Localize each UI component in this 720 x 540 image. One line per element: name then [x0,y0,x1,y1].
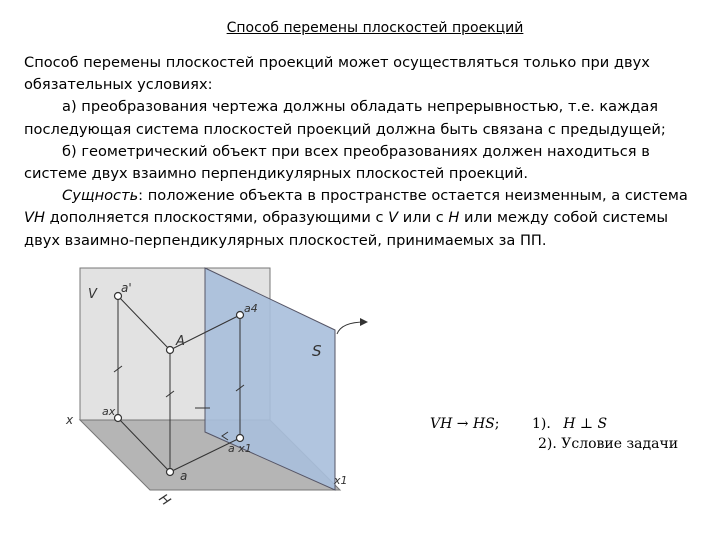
formula-item-1: 1). [531,416,551,432]
essence-h: H [448,209,460,227]
label-h: H [155,491,173,510]
formula-item-2: 2). Условие задачи [538,436,679,452]
formula-hs: HS [472,416,495,432]
label-v: V [88,287,97,302]
paragraph-condition-b: б) геометрический объект при всех преобразованиях должен находиться в системе двух взаимно перпендикулярных плоскостей проекций. [24,142,650,183]
label-a-prime: a' [121,281,132,295]
label-ax: ax [102,405,116,418]
formula-semicolon: ; [494,416,500,432]
formula-vh: VH [430,416,453,432]
formula-s: S [597,416,608,432]
perpendicular-icon: ⊥ [579,416,594,432]
essence-text-4: или между собой системы двух взаимно-перпендикулярных плоскостей, принимаемых за ПП. [24,209,668,249]
paragraph-intro: Способ перемены плоскостей проекций может осуществляться только при двух обязательных условиях: [24,54,650,94]
label-a4: a4 [244,302,258,315]
point-a4 [237,312,244,319]
essence-text-3: или с [398,209,449,227]
essence-vh: VH [24,209,45,227]
label-A: A [176,334,185,349]
label-x: x [66,413,74,427]
label-x1: x1 [334,474,348,487]
point-a [167,469,174,476]
arrow-head [360,318,368,326]
arrow-right-icon: → [456,416,469,432]
paragraph-condition-a: а) преобразования чертежа должны обладать непрерывностью, т.е. каждая последующая система плоскостей проекций должна быть связана с предыдущей; [24,98,666,138]
formula-row-1 [430,416,678,432]
point-ax [115,415,122,422]
point-ax1 [237,435,244,442]
essence-text-2: дополняется плоскостями, образующими с [44,209,389,227]
essence-term: Сущность [62,187,139,205]
essence-v: V [388,209,399,227]
formula-h: H [563,416,576,432]
label-a-x1: a x1 [228,442,252,455]
formula-block [430,416,678,452]
page-title: Способ перемены плоскостей проекций [226,20,524,36]
essence-text-1: : положение объекта в пространстве остается неизменным, а система [138,187,688,205]
point-A [167,347,174,354]
label-a: a [180,469,188,483]
label-s: S [312,342,322,360]
